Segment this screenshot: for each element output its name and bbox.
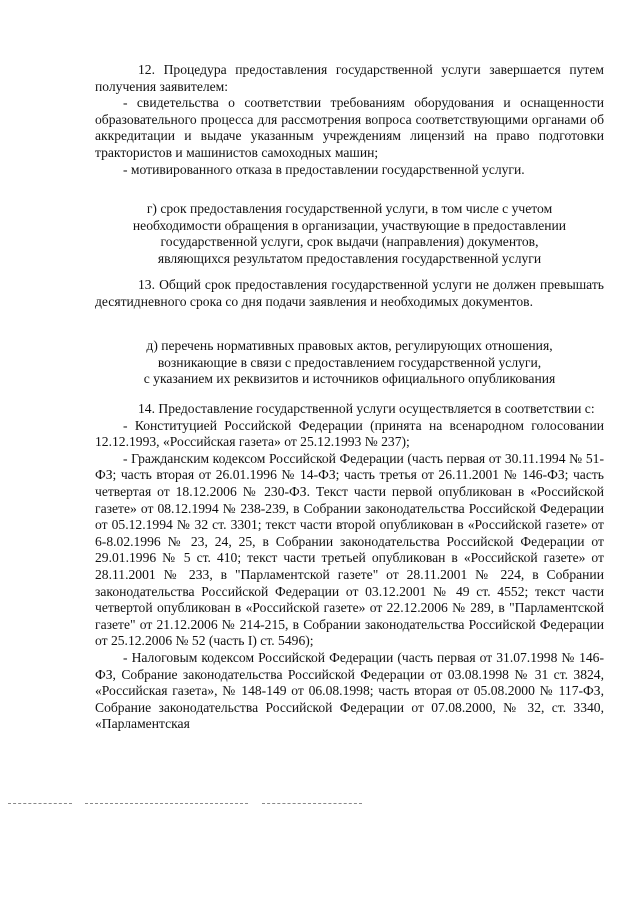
heading-d-line-2: возникающие в связи с предоставлением государственной услуги,: [157, 354, 542, 370]
heading-g-line-3: государственной услуги, срок выдачи (направления) документов,: [160, 234, 539, 250]
heading-d-line-3: с указанием их реквизитов и источников официального опубликования: [143, 371, 556, 387]
section-13-paragraph: 13. Общий срок предоставления государственной услуги не должен превышать десятидневного срока со дня подачи заявления и необходимых документов.: [95, 277, 604, 309]
section-13: [95, 277, 604, 310]
section-12-item-certificate: - свидетельства о соответствии требованиям оборудования и оснащенности образовательного процесса для рассмотрения вопроса соответствующими органами об аккредитации и выдаче указанным учреждениям лицензий на право подготовки трактористов и машинистов самоходных машин;: [95, 95, 604, 160]
heading-d: [95, 338, 604, 388]
section-14: [95, 401, 604, 733]
section-12: [95, 62, 604, 178]
section-14-item-tax-code: - Налоговым кодексом Российской Федерации (часть первая от 31.07.1998 № 146-ФЗ, Собрание законодательства Российской Федерации от 03.08.1998 № 31 ст. 3824, «Российская газета», № 148-149 от 06.08.1998; часть вторая от 05.08.2000 № 117-ФЗ, Собрание законодательства Российской Федерации от 07.08.2000, № 32, ст. 3340, «Парламентская: [95, 649, 604, 732]
heading-g-line-2: необходимости обращения в организации, участвующие в предоставлении: [132, 217, 567, 233]
footer-rule-2: [85, 803, 248, 804]
section-14-item-civil-code: - Гражданским кодексом Российской Федерации (часть первая от 30.11.1994 № 51-ФЗ; часть вторая от 26.01.1996 № 14-ФЗ; часть третья от 26.11.2001 № 146-ФЗ; часть четвертая от 18.12.2006 № 230-ФЗ. Текст части первой опубликован в «Российской газете» от 08.12.1994 № 238-239, в Собрании законодательства Российской Федерации от 05.12.1994 № 32 ст. 3301; текст части второй опубликован в «Российской газете» от 6-8.02.1996 № 23, 24, 25, в Собрании законодательства Российской Федерации от 29.01.1996 № 5 ст. 410; текст части третьей опубликован в «Российской газете» от 28.11.2001 № 233, в "Парламентской газете" от 28.11.2001 № 224, в Собрании законодательства Российской Федерации от 03.12.2001 № 49 ст. 4552; текст части четвертой опубликован в «Российской газете» от 22.12.2006 № 289, в "Парламентской газете" от 21.12.2006 № 214-215, в Собрании законодательства Российской Федерации от 25.12.2006 № 52 (часть I) ст. 5496);: [95, 450, 604, 649]
footer-rule-3: [262, 803, 362, 804]
heading-g-line-4: являющихся результатом предоставления государственной услуги: [157, 250, 542, 266]
heading-d-line-1: д) перечень нормативных правовых актов, регулирующих отношения,: [146, 338, 553, 353]
footer-rule-1: [8, 803, 72, 804]
section-14-paragraph: 14. Предоставление государственной услуги осуществляется в соответствии с:: [138, 401, 595, 416]
heading-g: [95, 201, 604, 267]
section-14-item-constitution: - Конституцией Российской Федерации (принята на всенародном голосовании 12.12.1993, «Российская газета» от 25.12.1993 № 237);: [95, 417, 604, 450]
heading-g-line-1: г) срок предоставления государственной услуги, в том числе с учетом: [146, 201, 553, 216]
section-12-paragraph: 12. Процедура предоставления государственной услуги завершается путем получения заявителем:: [95, 62, 604, 94]
section-12-item-refusal: - мотивированного отказа в предоставлении государственной услуги.: [123, 161, 525, 177]
